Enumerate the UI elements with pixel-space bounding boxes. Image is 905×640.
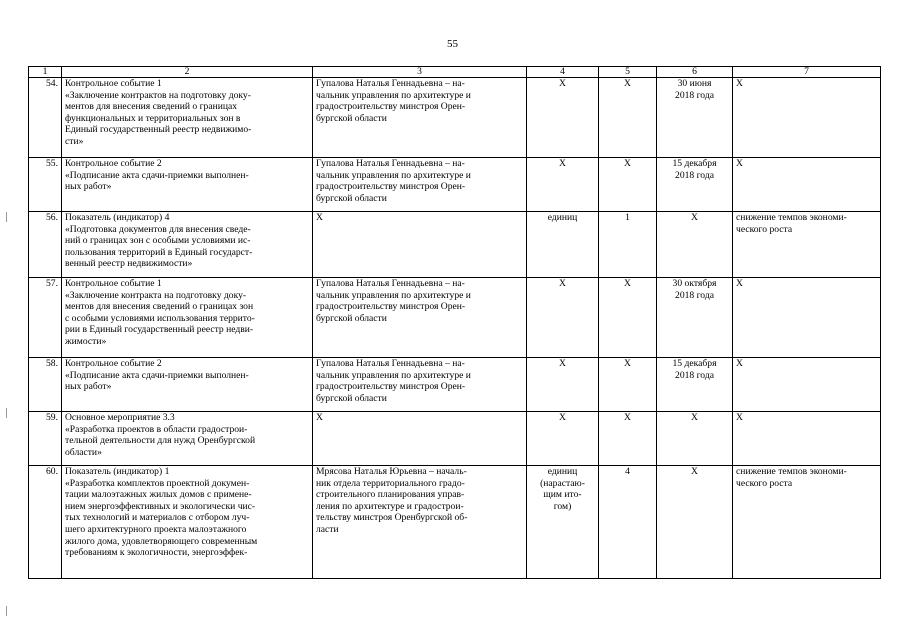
cell-line: Гупалова Наталья Геннадьевна – на- [316,358,465,369]
cell-line: бургской области [316,392,387,404]
cell-line: чальник управления по архитектуре и [316,369,471,381]
cell-line: Х [736,412,743,423]
value-cell [599,278,657,358]
column-header: 6 [657,67,733,78]
risk-cell [733,158,881,212]
cell-line: 15 декабря [672,358,717,369]
cell-line: Х [736,78,743,89]
unit-cell [527,212,599,278]
row-number-cell: 60. [29,466,62,579]
cell-line: градостроительству минстроя Орен- [316,101,466,113]
cell-line: Х [624,158,631,169]
margin-mark [6,212,7,222]
cell-line: бургской области [316,112,387,124]
responsible-cell [313,412,527,466]
responsible-cell [313,466,527,579]
cell-line: «Разработка проектов в области градострои- [65,423,248,435]
cell-line: гом) [553,500,572,512]
cell-line: Х [691,212,698,223]
cell-line: ческого роста [736,477,793,489]
cell-line: нием энергоэффективных и экологически чис- [65,500,256,512]
table-row [29,466,881,579]
unit-cell [527,278,599,358]
cell-line: «Заключение контрактов на подготовку доку- [65,89,251,101]
cell-line: чальник управления по архитектуре и [316,169,471,181]
cell-line: снижение темпов экономи- [736,212,847,223]
cell-line: (нарастаю- [540,477,585,489]
column-header: 3 [313,67,527,78]
unit-cell [527,412,599,466]
cell-line: Х [691,412,698,423]
table-row [29,358,881,412]
cell-line: градостроительству минстроя Орен- [316,301,466,313]
deadline-cell [657,278,733,358]
deadline-cell [657,212,733,278]
cell-line: 4 [625,466,630,477]
deadline-cell [657,466,733,579]
description-cell [62,466,313,579]
cell-line: ления по архитектуре и градострои- [316,500,464,512]
risk-cell [733,358,881,412]
cell-line: 30 октября [672,278,717,289]
cell-line: Показатель (индикатор) 4 [65,212,170,223]
unit-cell [527,158,599,212]
cell-line: градостроительству минстроя Орен- [316,181,466,193]
table-row [29,78,881,158]
cell-line: пользования территорий в Единый государст- [65,246,253,258]
cell-line: Гупалова Наталья Геннадьевна – на- [316,278,465,289]
cell-line: ных работ» [65,381,112,393]
column-header: 1 [29,67,62,78]
cell-line: «Разработка комплектов проектной докумен- [65,477,250,489]
value-cell [599,78,657,158]
cell-line: Х [559,278,566,289]
cell-line: «Подписание акта сдачи-приемки выполнен- [65,369,249,381]
row-number-cell: 56. [29,212,62,278]
cell-line: чальник управления по архитектуре и [316,89,471,101]
cell-line: Х [559,158,566,169]
responsible-cell [313,212,527,278]
column-header: 5 [599,67,657,78]
page-number: 55 [447,38,458,50]
risk-cell [733,466,881,579]
value-cell [599,412,657,466]
cell-line: Контрольное событие 1 [65,278,162,289]
cell-line: градостроительству минстроя Орен- [316,381,466,393]
cell-line: ментов для внесения сведений о границах зон [65,301,254,313]
description-cell [62,412,313,466]
cell-line: Основное мероприятие 3.3 [65,412,175,423]
cell-line: 1 [625,212,630,223]
cell-line: Х [559,412,566,423]
column-number-row [29,67,881,78]
cell-line: Х [624,278,631,289]
description-cell [62,158,313,212]
cell-line: тельству минстроя Оренбургской об- [316,512,468,524]
deadline-cell [657,412,733,466]
cell-line: венный реестр недвижимости» [65,258,193,270]
cell-line: Контрольное событие 2 [65,158,162,169]
cell-line: «Заключение контракта на подготовку доку- [65,289,247,301]
cell-line: щим ито- [543,489,582,501]
value-cell [599,212,657,278]
deadline-cell [657,358,733,412]
cell-line: ных работ» [65,181,112,193]
cell-line: ческого роста [736,223,793,235]
cell-line: ник отдела территориального градо- [316,477,465,489]
risk-cell [733,278,881,358]
cell-line: «Подготовка документов для внесения сведе- [65,223,251,235]
cell-line: бургской области [316,192,387,204]
description-cell [62,278,313,358]
risk-cell [733,412,881,466]
risk-cell [733,78,881,158]
cell-line: Контрольное событие 1 [65,78,162,89]
cell-line: 15 декабря [672,158,717,169]
cell-line: 2018 года [675,89,714,101]
row-number-cell: 55. [29,158,62,212]
cell-line: требованиям к экологичности, энергоэффек- [65,547,248,559]
cell-line: тых технологий и материалов с отбором луч- [65,512,250,524]
cell-line: Показатель (индикатор) 1 [65,466,170,477]
cell-line: единиц [547,212,578,223]
margin-mark [6,408,7,418]
value-cell [599,466,657,579]
cell-line: ласти [316,523,339,535]
cell-line: шего архитектурного проекта малоэтажного [65,523,247,535]
row-number-cell: 58. [29,358,62,412]
cell-line: Мрясова Наталья Юрьевна – началь- [316,466,467,477]
cell-line: 2018 года [675,169,714,181]
cell-line: 30 июня [677,78,712,89]
cell-line: чальник управления по архитектуре и [316,289,471,301]
cell-line: области» [65,446,102,458]
cell-line: снижение темпов экономи- [736,466,847,477]
value-cell [599,358,657,412]
cell-line: жимости» [65,335,107,347]
cell-line: Х [691,466,698,477]
column-header: 7 [733,67,881,78]
cell-line: единиц [547,466,578,477]
cell-line: Х [559,358,566,369]
column-header: 2 [62,67,313,78]
cell-line: ментов для внесения сведений о границах [65,101,238,113]
description-cell [62,78,313,158]
cell-line: «Подписание акта сдачи-приемки выполнен- [65,169,249,181]
responsible-cell [313,358,527,412]
table-body [29,78,881,579]
column-header: 4 [527,67,599,78]
table-row [29,278,881,358]
cell-line: 2018 года [675,289,714,301]
cell-line: рии в Единый государственный реестр недви- [65,324,254,336]
unit-cell [527,358,599,412]
unit-cell [527,466,599,579]
responsible-cell [313,158,527,212]
cell-line: функциональных и территориальных зон в [65,112,241,124]
cell-line: Х [316,412,323,423]
cell-line: Х [316,212,323,223]
cell-line: Х [624,358,631,369]
cell-line: Х [736,158,743,169]
unit-cell [527,78,599,158]
description-cell [62,358,313,412]
cell-line: Х [624,412,631,423]
cell-line: Х [736,358,743,369]
margin-mark [6,606,7,616]
deadline-cell [657,78,733,158]
description-cell [62,212,313,278]
row-number-cell: 57. [29,278,62,358]
value-cell [599,158,657,212]
cell-line: тельной деятельности для нужд Оренбургской [65,435,256,447]
risk-cell [733,212,881,278]
table-row [29,412,881,466]
cell-line: Единый государственный реестр недвижимо- [65,124,252,136]
row-number-cell: 54. [29,78,62,158]
table-row [29,158,881,212]
cell-line: Х [559,78,566,89]
cell-line: Контрольное событие 2 [65,358,162,369]
cell-line: строительного планирования управ- [316,489,465,501]
table-row [29,212,881,278]
plan-table [28,66,881,579]
responsible-cell [313,78,527,158]
cell-line: бургской области [316,312,387,324]
cell-line: сти» [65,135,84,147]
cell-line: тации малоэтажных жилых домов с примене- [65,489,252,501]
responsible-cell [313,278,527,358]
cell-line: Гупалова Наталья Геннадьевна – на- [316,158,465,169]
row-number-cell: 59. [29,412,62,466]
cell-line: Гупалова Наталья Геннадьевна – на- [316,78,465,89]
cell-line: Х [736,278,743,289]
cell-line: с особыми условиями использования террито- [65,312,255,324]
cell-line: жилого дома, удовлетворяющего современным [65,535,258,547]
cell-line: 2018 года [675,369,714,381]
deadline-cell [657,158,733,212]
cell-line: Х [624,78,631,89]
cell-line: ний о границах зон с особыми условиями ис- [65,235,251,247]
